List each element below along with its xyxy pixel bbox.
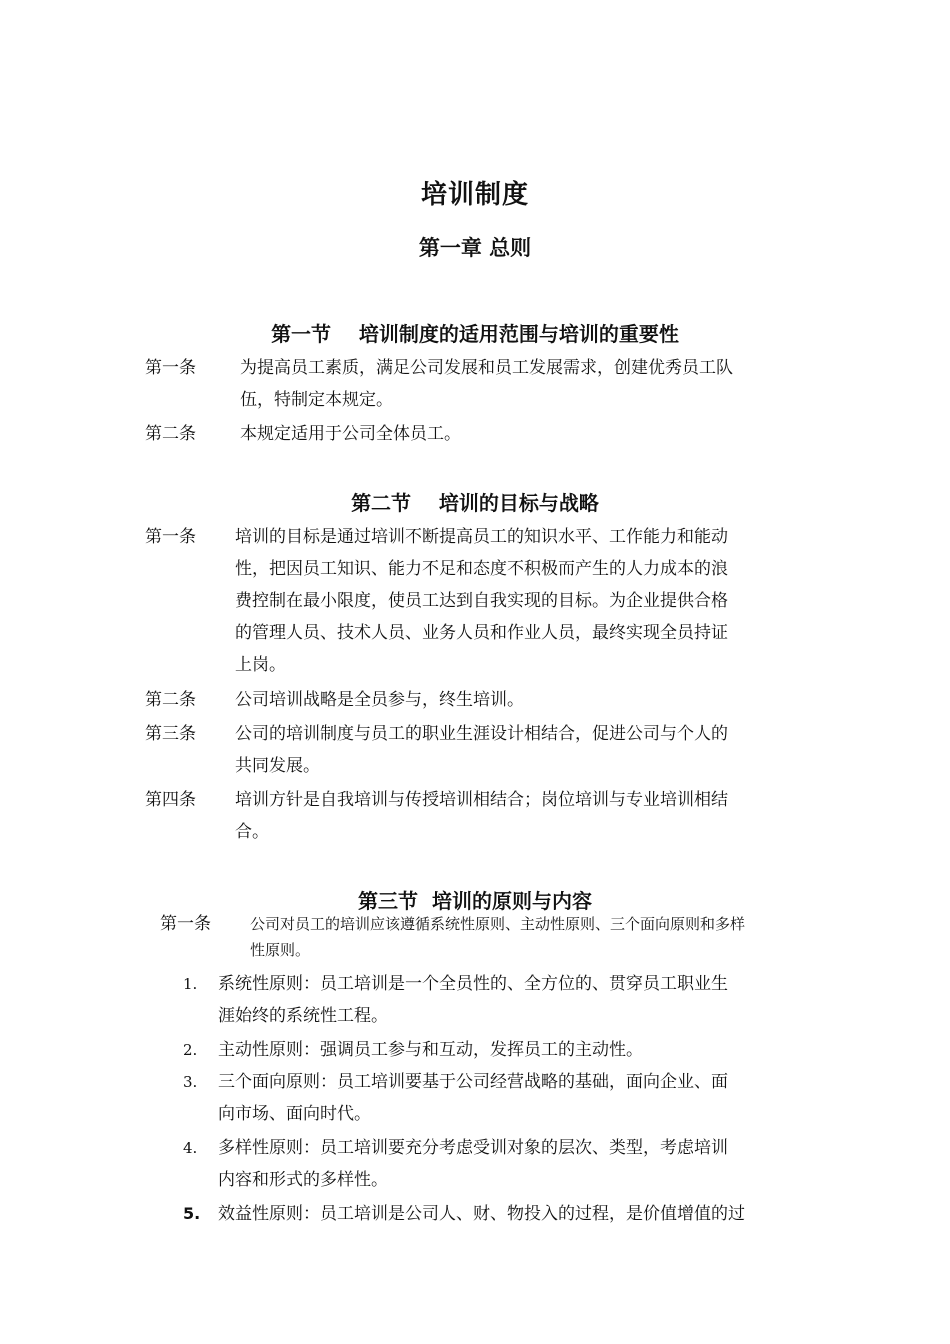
article-number: 第一条 [145,527,196,547]
article-number: 第一条 [160,914,211,934]
article-number: 第二条 [145,424,196,444]
article-line: 培训的目标是通过培训不断提高员工的知识水平、工作能力和能动 [235,527,728,547]
article-line: 上岗。 [235,655,286,675]
article-s2-4 [145,784,825,848]
section-heading-1: 第一节 培训制度的适用范围与培训的重要性 [271,322,679,346]
article-line: 培训方针是自我培训与传授培训相结合；岗位培训与专业培训相结 [235,790,728,810]
list-item-number: 1. [183,975,198,993]
list-item-line: 三个面向原则：员工培训要基于公司经营战略的基础，面向企业、面 [218,1072,728,1092]
article-line: 的管理人员、技术人员、业务人员和作业人员，最终实现全员持证 [235,623,728,643]
article-line: 性原则。 [250,941,311,959]
article-line: 公司培训战略是全员参与，终生培训。 [235,690,524,710]
article-line: 性，把因员工知识、能力不足和态度不积极而产生的人力成本的浪 [235,559,728,579]
list-item-number: 3. [183,1073,198,1091]
list-item-line: 系统性原则：员工培训是一个全员性的、全方位的、贯穿员工职业生 [218,974,728,994]
article-s1-1 [145,352,825,416]
article-line: 共同发展。 [235,756,320,776]
list-item-line: 主动性原则：强调员工参与和互动，发挥员工的主动性。 [218,1040,643,1060]
article-s3-1 [160,911,825,963]
article-line: 费控制在最小限度，使员工达到自我实现的目标。为企业提供合格 [235,591,728,611]
article-s1-2 [145,418,825,450]
article-line: 伍，特制定本规定。 [240,390,393,410]
article-line: 公司对员工的培训应该遵循系统性原则、主动性原则、三个面向原则和多样 [250,915,746,933]
chapter-heading: 第一章 总则 [418,236,532,260]
article-line: 合。 [235,822,269,842]
list-item-line: 多样性原则：员工培训要充分考虑受训对象的层次、类型，考虑培训 [218,1138,728,1158]
article-number: 第三条 [145,724,196,744]
article-line: 为提高员工素质，满足公司发展和员工发展需求，创建优秀员工队 [240,358,733,378]
list-item-line: 涯始终的系统性工程。 [218,1006,388,1026]
article-s2-1 [145,521,825,681]
list-item-line: 向市场、面向时代。 [218,1104,371,1124]
list-item-number: 4. [183,1139,198,1157]
list-item-line: 效益性原则：员工培训是公司人、财、物投入的过程，是价值增值的过 [218,1204,745,1224]
section-heading-2: 第二节 培训的目标与战略 [351,491,599,515]
article-number: 第二条 [145,690,196,710]
article-line: 本规定适用于公司全体员工。 [240,424,461,444]
list-item-number: 5. [183,1204,201,1223]
article-number: 第一条 [145,358,196,378]
article-s2-3 [145,718,825,782]
section-heading-3: 第三节 培训的原则与内容 [358,889,592,913]
document-title: 培训制度 [420,180,529,210]
list-item-number: 2. [183,1041,198,1059]
article-number: 第四条 [145,790,196,810]
article-line: 公司的培训制度与员工的职业生涯设计相结合，促进公司与个人的 [235,724,728,744]
article-s2-2 [145,684,825,716]
list-item-line: 内容和形式的多样性。 [218,1170,388,1190]
